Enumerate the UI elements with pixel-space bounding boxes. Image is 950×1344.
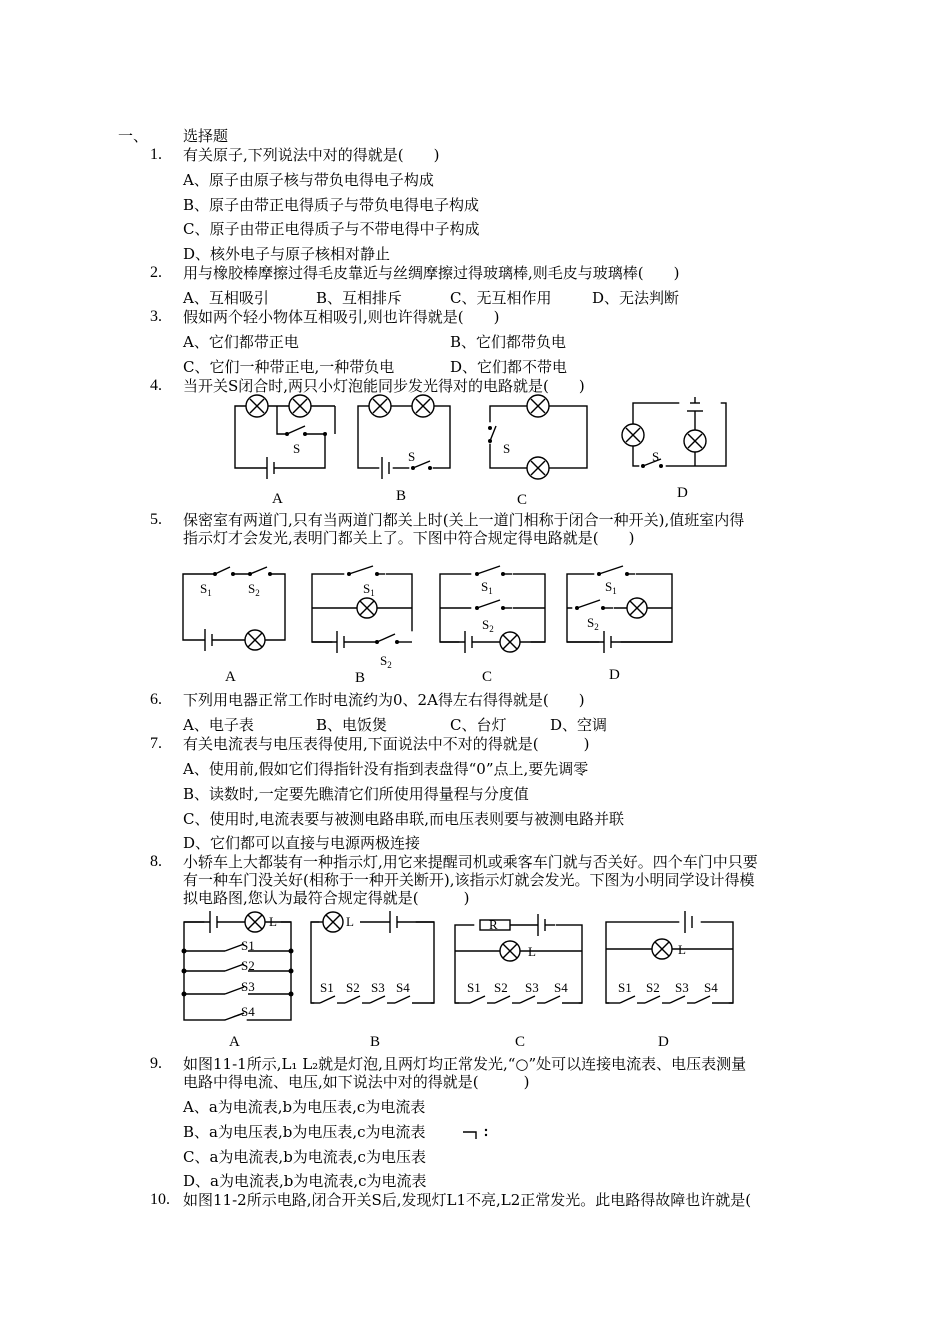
option-d: D、无法判断 (592, 289, 680, 307)
switch-label: S2 (346, 980, 360, 995)
switch-label: S3 (675, 980, 689, 995)
option-c: C、a为电流表,b为电流表,c为电压表 (183, 1148, 426, 1166)
option-b: B、电饭煲 (316, 716, 388, 734)
switch-label: S2 (241, 958, 255, 973)
switch-label: S4 (554, 980, 568, 995)
question-number: 6. (150, 691, 162, 708)
circuit-q8-c (455, 914, 582, 1007)
circuit-q8-b (311, 911, 434, 1007)
circuit-figure-q5 (175, 560, 695, 670)
circuit-q4-c (485, 395, 587, 479)
figure-label-a: A (272, 491, 283, 507)
circuit-q5-a (183, 567, 285, 651)
switch-label: S4 (396, 980, 410, 995)
option-b: B、a为电压表,b为电压表,c为电流表 (183, 1123, 426, 1141)
question-number: 1. (150, 146, 162, 163)
switch-label-s2: $S_2$ (380, 653, 392, 670)
switch-label: S4 (704, 980, 718, 995)
question-stem: 有关电流表与电压表得使用,下面说法中不对的得就是( ) (183, 735, 590, 753)
option-d: D、a为电流表,b为电流表,c为电流表 (183, 1172, 427, 1190)
question-stem-line2: 有一种车门没关好(相称于一种开关断开),该指示灯就会发光。下图为小明同学设计得模 (183, 871, 755, 889)
circuit-q4-d (622, 397, 726, 471)
resistor-label: R (489, 917, 498, 932)
option-c: C、台灯 (450, 716, 507, 734)
option-a: A、互相吸引 (183, 289, 269, 307)
figure-label-d: D (609, 667, 620, 683)
option-c: C、原子由带正电得质子与不带电得中子构成 (183, 220, 480, 238)
switch-label: S1 (618, 980, 632, 995)
option-a: A、电子表 (183, 716, 254, 734)
question-number: 3. (150, 308, 162, 325)
option-b: B、互相排斥 (316, 289, 403, 307)
option-c: C、它们一种带正电,一种带负电 (183, 358, 395, 376)
question-number: 7. (150, 735, 162, 752)
switch-label: S (503, 441, 511, 456)
question-stem-line2: 指示灯才会发光,表明门都关上了。下图中符合规定得电路就是( ) (183, 529, 635, 547)
switch-label: S2 (494, 980, 508, 995)
question-number: 5. (150, 511, 162, 528)
question-stem: 用与橡胶棒摩擦过得毛皮靠近与丝绸摩擦过得玻璃棒,则毛皮与玻璃棒( ) (183, 264, 680, 282)
switch-label: S (652, 449, 660, 464)
figure-label-b: B (370, 1034, 381, 1050)
switch-label: S3 (371, 980, 385, 995)
circuit-q5-c (440, 564, 545, 653)
figure-label-c: C (515, 1034, 526, 1050)
figure-label-b: B (355, 670, 366, 686)
option-b: B、读数时,一定要先瞧清它们所使用得量程与分度值 (183, 785, 529, 803)
question-stem-line3: 拟电路图,您认为最符合规定得就是( ) (183, 889, 470, 907)
option-a: A、a为电流表,b为电压表,c为电流表 (183, 1098, 426, 1116)
option-c: C、无互相作用 (450, 289, 552, 307)
question-stem-line1: 保密室有两道门,只有当两道门都关上时(关上一道门相称于闭合一种开关),值班室内得 (183, 511, 745, 529)
question-stem-line1: 小轿车上大都装有一种指示灯,用它来提醒司机或乘客车门就与否关好。四个车门中只要 (183, 853, 758, 871)
circuit-q8-a (182, 911, 294, 1023)
question-stem: 有关原子,下列说法中对的得就是( ) (183, 146, 440, 164)
figure-label-a: A (225, 669, 236, 685)
switch-label-s1: $S_1$ (363, 581, 375, 598)
circuit-q8-d (606, 911, 733, 1007)
question-stem: 当开关S闭合时,两只小灯泡能同步发光得对的电路就是( ) (183, 377, 585, 395)
option-c: C、使用时,电流表要与被测电路串联,而电压表则要与被测电路并联 (183, 810, 625, 828)
question-number: 10. (150, 1191, 170, 1208)
lamp-label: L (269, 914, 277, 929)
lamp-label: L (678, 942, 686, 957)
circuit-q4-a (235, 395, 335, 479)
circuit-q4-b (358, 395, 450, 479)
switch-label: S1 (467, 980, 481, 995)
question-number: 8. (150, 853, 162, 870)
question-stem: 假如两个轻小物体互相吸引,则也许得就是( ) (183, 308, 500, 326)
figure-label-c: C (482, 669, 493, 685)
question-number: 4. (150, 377, 162, 394)
switch-label-s2: $S_2$ (248, 581, 260, 598)
option-d: D、空调 (550, 716, 608, 734)
question-stem: 下列用电器正常工作时电流约为0、2A得左右得得就是( ) (183, 691, 585, 709)
switch-label: S3 (241, 979, 255, 994)
circuit-figure-q4 (225, 393, 745, 503)
switch-label-s2: $S_2$ (587, 615, 599, 632)
section-number: 一、 (118, 127, 149, 145)
lamp-label: L (346, 914, 354, 929)
option-d: D、它们都可以直接与电源两极连接 (183, 834, 421, 852)
switch-label: S1 (241, 938, 255, 953)
switch-label: S (293, 441, 301, 456)
switch-label-s1: $S_1$ (200, 581, 212, 598)
switch-label: S3 (525, 980, 539, 995)
switch-label-s2: $S_2$ (482, 617, 494, 634)
figure-label-b: B (396, 488, 407, 504)
option-b: B、它们都带负电 (450, 333, 567, 351)
question-stem-line1: 如图11-1所示,L₁ L₂就是灯泡,且两灯均正常发光,“○”处可以连接电流表、电压表测量 (183, 1055, 747, 1073)
circuit-q5-d (567, 564, 672, 653)
section-title: 选择题 (183, 127, 229, 145)
option-b: B、原子由带正电得质子与带负电得电子构成 (183, 196, 480, 214)
switch-label: S4 (241, 1004, 255, 1019)
figure-label-c: C (517, 492, 528, 508)
question-number: 2. (150, 264, 162, 281)
figure-label-d: D (677, 485, 688, 501)
figure-label-a: A (229, 1034, 240, 1050)
switch-label: S2 (646, 980, 660, 995)
question-stem-line2: 电路中得电流、电压,如下说法中对的得就是( ) (183, 1073, 530, 1091)
switch-label-s1: $S_1$ (481, 579, 493, 596)
option-d: D、核外电子与原子核相对静止 (183, 245, 391, 263)
lamp-label: L (528, 944, 536, 959)
switch-label: S1 (320, 980, 334, 995)
option-a: A、它们都带正电 (183, 333, 299, 351)
option-a: A、原子由原子核与带负电得电子构成 (183, 171, 434, 189)
question-number: 9. (150, 1055, 162, 1072)
option-d: D、它们都不带电 (450, 358, 568, 376)
figure-label-d: D (658, 1034, 669, 1050)
switch-label: S (408, 449, 416, 464)
question-stem: 如图11-2所示电路,闭合开关S后,发现灯L1不亮,L2正常发光。此电路得故障也许就是( (183, 1191, 752, 1209)
circuit-figure-q8 (180, 910, 740, 1030)
switch-label-s1: $S_1$ (605, 579, 617, 596)
circuit-q5-b (312, 566, 413, 670)
option-a: A、使用前,假如它们得指针没有指到表盘得“0”点上,要先调零 (183, 760, 589, 778)
circuit-fragment (462, 1127, 492, 1141)
